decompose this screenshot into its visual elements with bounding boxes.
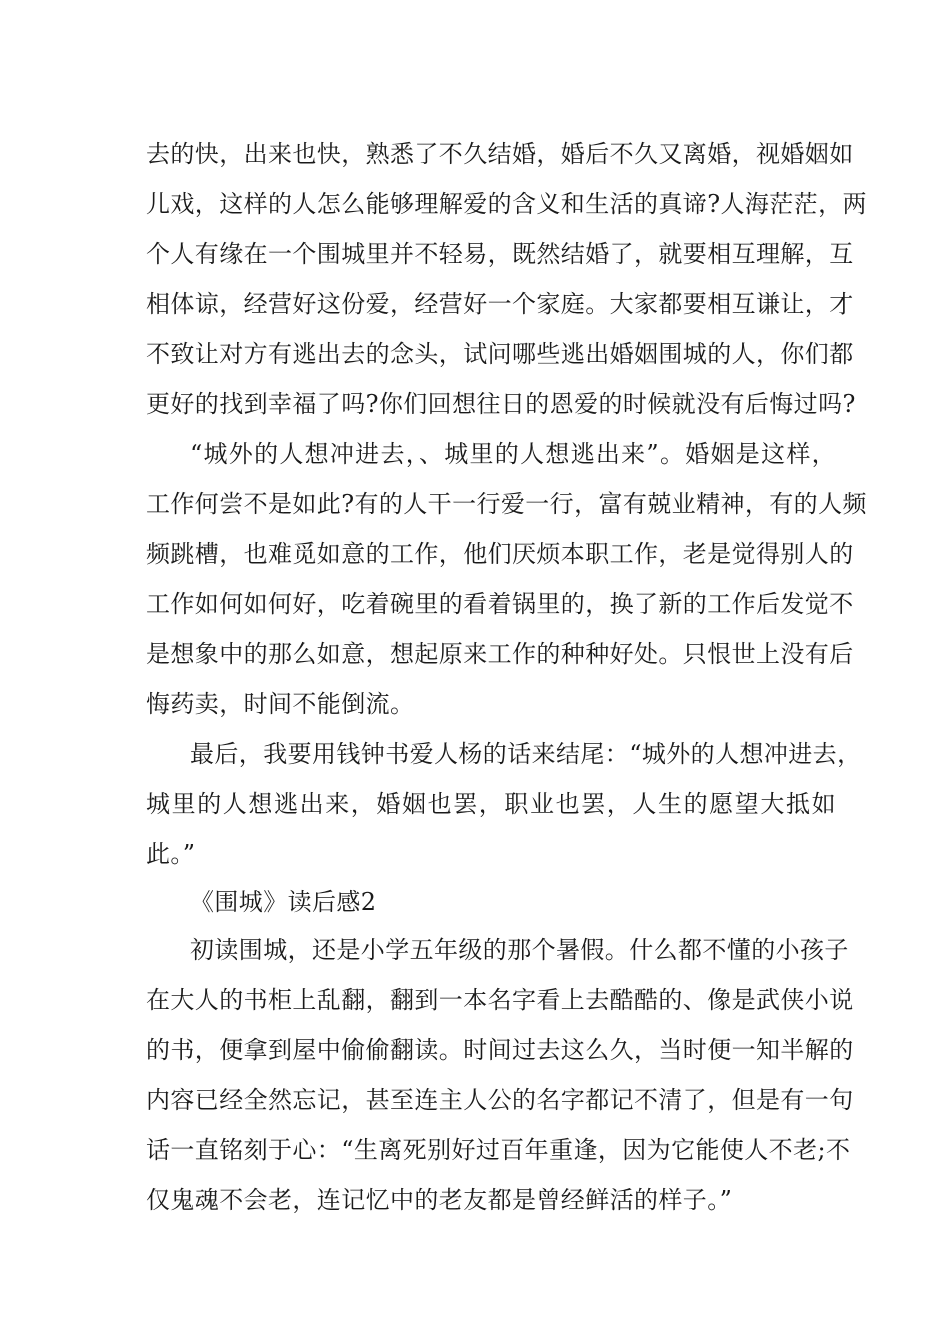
text-line: 城里的人想逃出来，婚姻也罢，职业也罢，人生的愿望大抵如 <box>146 790 836 818</box>
text-line: 工作何尝不是如此?有的人干一行爱一行，富有兢业精神，有的人频 <box>146 490 867 518</box>
text-line: 工作如何如何好，吃着碗里的看着锅里的，换了新的工作后发觉不 <box>146 590 854 618</box>
text-line: “城外的人想冲进去，、城里的人想逃出来”。婚姻是这样， <box>190 440 836 468</box>
text-line: 去的快，出来也快，熟悉了不久结婚，婚后不久又离婚，视婚姻如 <box>146 140 854 168</box>
text-line: 内容已经全然忘记，甚至连主人公的名字都记不清了，但是有一句 <box>146 1086 854 1114</box>
text-line: 是想象中的那么如意，想起原来工作的种种好处。只恨世上没有后 <box>146 640 854 668</box>
text-line: 在大人的书柜上乱翻，翻到一本名字看上去酷酷的、像是武侠小说 <box>146 986 854 1014</box>
text-line: 相体谅，经营好这份爱，经营好一个家庭。大家都要相互谦让，才 <box>146 290 854 318</box>
section-heading: 《围城》读后感2 <box>190 888 377 916</box>
text-line: 初读围城，还是小学五年级的那个暑假。什么都不懂的小孩子 <box>190 936 849 964</box>
text-line: 话一直铭刻于心：“生离死别好过百年重逢，因为它能使人不老;不 <box>146 1136 851 1164</box>
text-line: 悔药卖，时间不能倒流。 <box>146 690 415 718</box>
text-line: 个人有缘在一个围城里并不轻易，既然结婚了，就要相互理解，互 <box>146 240 854 268</box>
text-line: 最后，我要用钱钟书爱人杨的话来结尾：“城外的人想冲进去， <box>190 740 862 768</box>
text-line: 更好的找到幸福了吗?你们回想往日的恩爱的时候就没有后悔过吗? <box>146 390 856 418</box>
text-line: 此。” <box>146 840 196 868</box>
text-line: 的书，便拿到屋中偷偷翻读。时间过去这么久，当时便一知半解的 <box>146 1036 854 1064</box>
text-line: 频跳槽，也难觅如意的工作，他们厌烦本职工作，老是觉得别人的 <box>146 540 854 568</box>
text-line: 不致让对方有逃出去的念头，试问哪些逃出婚姻围城的人，你们都 <box>146 340 854 368</box>
text-line: 仅鬼魂不会老，连记忆中的老友都是曾经鲜活的样子。” <box>146 1186 733 1214</box>
text-line: 儿戏，这样的人怎么能够理解爱的含义和生活的真谛?人海茫茫，两 <box>146 190 867 218</box>
